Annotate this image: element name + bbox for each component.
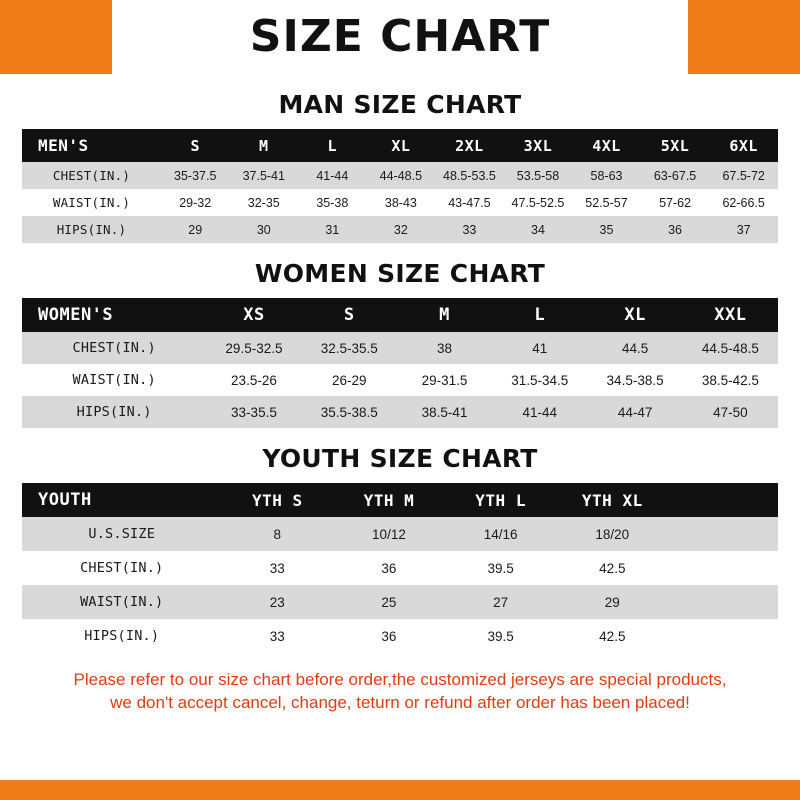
men-col-6xl: 6XL bbox=[729, 136, 758, 155]
men-row-chest-label: CHEST(IN.) bbox=[22, 162, 161, 189]
men-col-5xl: 5XL bbox=[660, 136, 690, 155]
header-accent-right bbox=[688, 0, 800, 74]
women-row-chest-label: CHEST(IN.) bbox=[22, 332, 206, 364]
table-row bbox=[22, 189, 778, 216]
table-row bbox=[22, 585, 778, 619]
women-hips-xs: 33-35.5 bbox=[206, 396, 301, 428]
women-chest-xl: 44.5 bbox=[587, 332, 682, 364]
youth-col-m: YTH M bbox=[363, 490, 415, 510]
youth-waist-l: 27 bbox=[445, 585, 557, 619]
women-col-xxl: XXL bbox=[714, 305, 747, 325]
men-waist-3xl: 47.5-52.5 bbox=[504, 189, 573, 216]
youth-row-chest-label: CHEST(IN.) bbox=[22, 551, 221, 585]
women-chest-xxl: 44.5-48.5 bbox=[683, 332, 778, 364]
men-waist-s: 29-32 bbox=[161, 189, 230, 216]
men-waist-m: 32-35 bbox=[230, 189, 299, 216]
table-header-row bbox=[22, 129, 778, 162]
youth-waist-s: 23 bbox=[221, 585, 333, 619]
women-col-xs: XS bbox=[243, 305, 265, 325]
table-header-row bbox=[22, 483, 778, 517]
men-hips-4xl: 35 bbox=[572, 216, 641, 243]
women-row-hips-label: HIPS(IN.) bbox=[22, 396, 206, 428]
youth-chest-xl: 42.5 bbox=[556, 551, 668, 585]
men-waist-5xl: 57-62 bbox=[641, 189, 710, 216]
women-header-label: WOMEN'S bbox=[38, 305, 114, 325]
youth-waist-xl: 29 bbox=[556, 585, 668, 619]
women-hips-s: 35.5-38.5 bbox=[302, 396, 397, 428]
men-col-xl: XL bbox=[391, 136, 411, 155]
men-col-3xl: 3XL bbox=[523, 136, 553, 155]
women-col-s: S bbox=[343, 305, 355, 325]
header-title-area bbox=[112, 0, 688, 74]
youth-col-xl: YTH XL bbox=[581, 490, 643, 510]
chart-content bbox=[0, 90, 800, 715]
men-row-waist-label: WAIST(IN.) bbox=[22, 189, 161, 216]
men-hips-m: 30 bbox=[230, 216, 299, 243]
women-waist-m: 29-31.5 bbox=[397, 364, 492, 396]
men-row-hips-label: HIPS(IN.) bbox=[22, 216, 161, 243]
table-row bbox=[22, 162, 778, 189]
men-hips-5xl: 36 bbox=[641, 216, 710, 243]
men-waist-l: 35-38 bbox=[298, 189, 367, 216]
youth-section-title: YOUTH SIZE CHART bbox=[262, 444, 538, 473]
women-chest-l: 41 bbox=[492, 332, 587, 364]
women-waist-xxl: 38.5-42.5 bbox=[683, 364, 778, 396]
youth-row-ussize-label: U.S.SIZE bbox=[22, 517, 221, 551]
women-size-table bbox=[22, 298, 778, 428]
men-waist-6xl: 62-66.5 bbox=[709, 189, 778, 216]
men-hips-s: 29 bbox=[161, 216, 230, 243]
men-chest-l: 41-44 bbox=[298, 162, 367, 189]
men-chest-3xl: 53.5-58 bbox=[504, 162, 573, 189]
women-chest-s: 32.5-35.5 bbox=[302, 332, 397, 364]
men-hips-xl: 32 bbox=[367, 216, 436, 243]
footer-accent-band bbox=[0, 780, 800, 800]
men-hips-3xl: 34 bbox=[504, 216, 573, 243]
youth-ussize-m: 10/12 bbox=[333, 517, 445, 551]
youth-hips-m: 36 bbox=[333, 619, 445, 653]
men-waist-2xl: 43-47.5 bbox=[435, 189, 504, 216]
table-row bbox=[22, 364, 778, 396]
men-col-4xl: 4XL bbox=[592, 136, 621, 155]
page-title: SIZE CHART bbox=[249, 11, 551, 62]
table-row bbox=[22, 216, 778, 243]
women-row-waist-label: WAIST(IN.) bbox=[22, 364, 206, 396]
youth-hips-spacer bbox=[668, 619, 778, 653]
women-hips-l: 41-44 bbox=[492, 396, 587, 428]
youth-ussize-s: 8 bbox=[221, 517, 333, 551]
youth-chest-spacer bbox=[668, 551, 778, 585]
youth-hips-s: 33 bbox=[221, 619, 333, 653]
men-chest-4xl: 58-63 bbox=[572, 162, 641, 189]
men-chest-2xl: 48.5-53.5 bbox=[435, 162, 504, 189]
women-section-title: WOMEN SIZE CHART bbox=[254, 259, 546, 288]
women-hips-m: 38.5-41 bbox=[397, 396, 492, 428]
header-accent-left bbox=[0, 0, 112, 74]
youth-row-hips-label: HIPS(IN.) bbox=[22, 619, 221, 653]
men-hips-6xl: 37 bbox=[709, 216, 778, 243]
men-chest-s: 35-37.5 bbox=[161, 162, 230, 189]
youth-col-spacer bbox=[668, 483, 778, 517]
youth-chest-s: 33 bbox=[221, 551, 333, 585]
women-waist-l: 31.5-34.5 bbox=[492, 364, 587, 396]
table-row bbox=[22, 551, 778, 585]
youth-col-s: YTH S bbox=[251, 490, 303, 510]
women-col-m: M bbox=[439, 305, 450, 325]
order-notice-line-1: Please refer to our size chart before order,the customized jerseys are special products, bbox=[73, 670, 727, 689]
youth-size-table bbox=[22, 483, 778, 653]
women-hips-xxl: 47-50 bbox=[683, 396, 778, 428]
women-waist-xs: 23.5-26 bbox=[206, 364, 301, 396]
men-col-m: M bbox=[259, 136, 269, 155]
men-chest-xl: 44-48.5 bbox=[367, 162, 436, 189]
women-chest-m: 38 bbox=[397, 332, 492, 364]
men-waist-xl: 38-43 bbox=[367, 189, 436, 216]
men-header-label: MEN'S bbox=[38, 136, 89, 155]
order-notice bbox=[22, 669, 778, 715]
youth-row-waist-label: WAIST(IN.) bbox=[22, 585, 221, 619]
women-col-xl: XL bbox=[624, 305, 646, 325]
men-size-table bbox=[22, 129, 778, 243]
youth-hips-xl: 42.5 bbox=[556, 619, 668, 653]
women-chest-xs: 29.5-32.5 bbox=[206, 332, 301, 364]
men-chest-6xl: 67.5-72 bbox=[709, 162, 778, 189]
women-hips-xl: 44-47 bbox=[587, 396, 682, 428]
youth-chest-m: 36 bbox=[333, 551, 445, 585]
header-band bbox=[0, 0, 800, 74]
table-header-row bbox=[22, 298, 778, 332]
order-notice-line-2: we don't accept cancel, change, teturn or refund after order has been placed! bbox=[110, 692, 690, 712]
women-col-l: L bbox=[534, 305, 546, 325]
table-row bbox=[22, 517, 778, 551]
men-chest-m: 37.5-41 bbox=[230, 162, 299, 189]
youth-ussize-spacer bbox=[668, 517, 778, 551]
men-col-s: S bbox=[190, 136, 200, 155]
youth-ussize-l: 14/16 bbox=[445, 517, 557, 551]
youth-header-label: YOUTH bbox=[38, 490, 92, 510]
men-chest-5xl: 63-67.5 bbox=[641, 162, 710, 189]
table-row bbox=[22, 396, 778, 428]
youth-ussize-xl: 18/20 bbox=[556, 517, 668, 551]
women-waist-s: 26-29 bbox=[302, 364, 397, 396]
men-col-2xl: 2XL bbox=[455, 136, 484, 155]
men-col-l: L bbox=[327, 136, 338, 155]
youth-chest-l: 39.5 bbox=[445, 551, 557, 585]
men-hips-l: 31 bbox=[298, 216, 367, 243]
youth-waist-spacer bbox=[668, 585, 778, 619]
table-row bbox=[22, 619, 778, 653]
table-row bbox=[22, 332, 778, 364]
women-waist-xl: 34.5-38.5 bbox=[587, 364, 682, 396]
men-hips-2xl: 33 bbox=[435, 216, 504, 243]
men-section-title: MAN SIZE CHART bbox=[278, 90, 522, 119]
youth-waist-m: 25 bbox=[333, 585, 445, 619]
youth-col-l: YTH L bbox=[475, 490, 526, 510]
men-waist-4xl: 52.5-57 bbox=[572, 189, 641, 216]
youth-hips-l: 39.5 bbox=[445, 619, 557, 653]
